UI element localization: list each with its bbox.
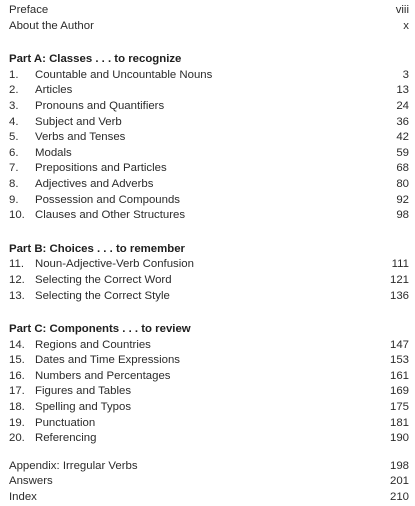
chapter-title: Noun-Adjective-Verb Confusion xyxy=(35,258,194,271)
chapter-page: 153 xyxy=(389,354,409,367)
toc-entry[interactable] xyxy=(9,289,409,305)
entry-title: Index xyxy=(9,491,37,504)
chapter-page: 169 xyxy=(389,385,409,398)
chapter-page: 161 xyxy=(389,369,409,382)
toc-entry[interactable] xyxy=(9,193,409,209)
chapter-number: 12. xyxy=(9,273,25,286)
toc-entry[interactable] xyxy=(9,257,409,273)
toc-entry[interactable] xyxy=(9,115,409,131)
toc-entry[interactable] xyxy=(9,431,409,447)
toc-entry[interactable] xyxy=(9,130,409,146)
chapter-page: 111 xyxy=(391,258,409,271)
toc-entry[interactable] xyxy=(9,353,409,369)
chapter-number: 2. xyxy=(9,84,19,97)
chapter-number: 17. xyxy=(9,385,25,398)
chapter-title: Subject and Verb xyxy=(35,115,122,128)
toc-entry[interactable] xyxy=(9,177,409,193)
part-a xyxy=(9,52,409,224)
toc-entry[interactable] xyxy=(9,474,409,490)
chapter-page: 68 xyxy=(396,162,409,175)
chapter-title: Selecting the Correct Word xyxy=(35,273,172,286)
chapter-title: Numbers and Percentages xyxy=(35,369,171,382)
entry-page: viii xyxy=(395,4,409,16)
chapter-number: 18. xyxy=(9,401,25,414)
chapter-page: 80 xyxy=(396,177,409,190)
chapter-number: 1. xyxy=(9,68,19,81)
entry-title: Preface xyxy=(9,4,49,16)
entry-page: 198 xyxy=(389,459,409,472)
chapter-number: 9. xyxy=(9,193,19,206)
toc-entry[interactable] xyxy=(9,83,409,99)
toc-entry[interactable] xyxy=(9,459,409,475)
toc-entry[interactable] xyxy=(9,208,409,224)
chapter-page: 59 xyxy=(396,146,409,159)
toc-entry[interactable] xyxy=(9,99,409,115)
toc-entry[interactable] xyxy=(9,273,409,289)
chapter-number: 3. xyxy=(9,99,19,112)
chapter-page: 121 xyxy=(389,273,409,286)
chapter-title: Articles xyxy=(35,84,73,97)
chapter-number: 4. xyxy=(9,115,19,128)
chapter-page: 42 xyxy=(396,131,409,144)
chapter-title: Verbs and Tenses xyxy=(35,131,126,144)
toc-entry[interactable] xyxy=(9,19,409,35)
chapter-number: 10. xyxy=(9,209,25,222)
entry-title: About the Author xyxy=(9,19,94,32)
chapter-number: 8. xyxy=(9,177,19,190)
entry-page: 201 xyxy=(389,475,409,488)
chapter-number: 14. xyxy=(9,338,25,351)
chapter-page: 190 xyxy=(389,432,409,445)
chapter-title: Pronouns and Quantifiers xyxy=(35,99,165,112)
part-c xyxy=(9,322,409,447)
front-matter xyxy=(9,3,409,34)
chapter-number: 20. xyxy=(9,432,25,445)
toc-entry[interactable] xyxy=(9,3,409,19)
chapter-page: 92 xyxy=(396,193,409,206)
chapter-title: Modals xyxy=(35,146,72,159)
chapter-title: Spelling and Typos xyxy=(35,401,132,414)
toc-entry[interactable] xyxy=(9,161,409,177)
part-heading: Part A: Classes . . . to recognize xyxy=(9,53,182,66)
chapter-title: Selecting the Correct Style xyxy=(35,289,170,302)
chapter-title: Possession and Compounds xyxy=(35,193,181,206)
chapter-number: 15. xyxy=(9,354,25,367)
toc-entry[interactable] xyxy=(9,68,409,84)
toc-entry[interactable] xyxy=(9,369,409,385)
chapter-number: 16. xyxy=(9,369,25,382)
toc-entry[interactable] xyxy=(9,384,409,400)
entry-page: x xyxy=(403,19,409,32)
chapter-title: Clauses and Other Structures xyxy=(35,209,186,222)
chapter-number: 6. xyxy=(9,146,19,159)
chapter-page: 181 xyxy=(389,416,409,429)
toc-entry[interactable] xyxy=(9,400,409,416)
chapter-title: Figures and Tables xyxy=(35,385,132,398)
back-matter xyxy=(9,459,409,506)
entry-title: Appendix: Irregular Verbs xyxy=(9,459,138,472)
chapter-title: Adjectives and Adverbs xyxy=(35,177,154,190)
chapter-page: 98 xyxy=(396,209,409,222)
chapter-page: 3 xyxy=(402,68,409,81)
chapter-page: 36 xyxy=(396,115,409,128)
toc-entry[interactable] xyxy=(9,338,409,354)
toc-entry[interactable] xyxy=(9,416,409,432)
chapter-page: 175 xyxy=(389,401,409,414)
chapter-title: Regions and Countries xyxy=(35,338,151,351)
toc-entry[interactable] xyxy=(9,490,409,506)
chapter-page: 147 xyxy=(389,338,409,351)
chapter-title: Prepositions and Particles xyxy=(35,162,167,175)
chapter-title: Punctuation xyxy=(35,416,96,429)
chapter-number: 5. xyxy=(9,131,19,144)
chapter-title: Countable and Uncountable Nouns xyxy=(35,68,213,81)
part-heading: Part C: Components . . . to review xyxy=(9,323,191,336)
chapter-number: 7. xyxy=(9,162,19,175)
part-b xyxy=(9,242,409,304)
toc-entry[interactable] xyxy=(9,146,409,162)
chapter-title: Dates and Time Expressions xyxy=(35,354,180,367)
entry-title: Answers xyxy=(9,475,53,488)
part-heading: Part B: Choices . . . to remember xyxy=(9,242,185,255)
chapter-title: Referencing xyxy=(35,432,97,445)
chapter-page: 24 xyxy=(396,99,409,112)
chapter-number: 19. xyxy=(9,416,25,429)
chapter-number: 13. xyxy=(9,289,25,302)
chapter-page: 13 xyxy=(396,84,409,97)
entry-page: 210 xyxy=(389,491,409,504)
chapter-page: 136 xyxy=(389,289,409,302)
chapter-number: 11. xyxy=(9,258,24,271)
